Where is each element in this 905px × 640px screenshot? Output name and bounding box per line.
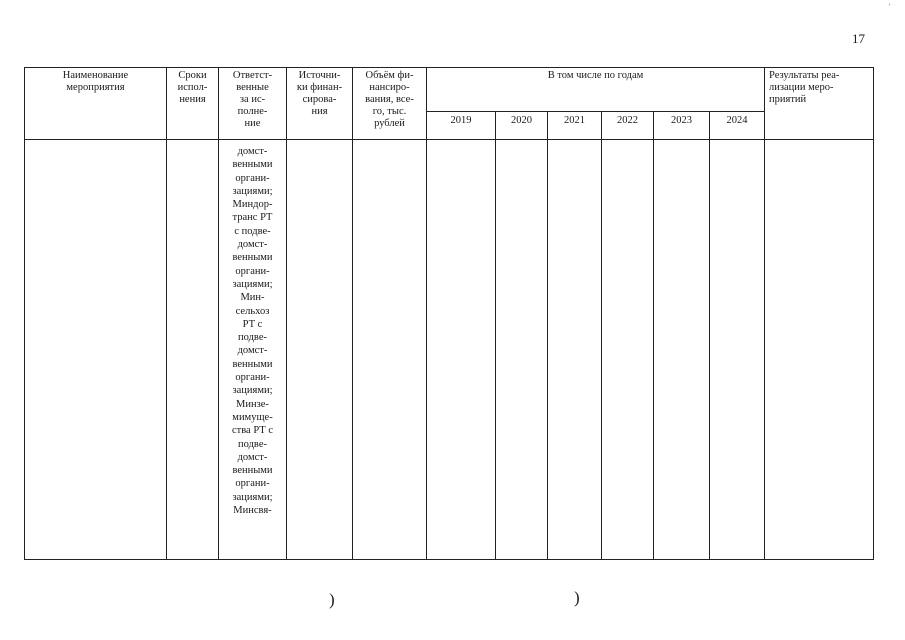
table-row xyxy=(25,140,874,560)
page-number: 17 xyxy=(852,31,865,46)
header-name: Наименование мероприятия xyxy=(25,68,167,140)
header-row xyxy=(25,68,874,112)
scan-speck: ʼ xyxy=(888,2,891,12)
header-year: 2023 xyxy=(654,112,710,140)
header-sources: Источни- ки финан- сирова- ния xyxy=(287,68,353,140)
binding-mark-left: ) xyxy=(329,590,335,609)
cell-terms xyxy=(167,140,219,560)
cell-responsible: домст- венными органи- зациями; Миндор- транс РТ с подве- домст- венными органи- зациями; Мин- сельхоз РТ с подве- домст- венными органи- зациями; Минзе- мимуще- ства РТ с подве- домст- венными органи- зациями; Минсвя- xyxy=(219,140,287,560)
cell-year xyxy=(654,140,710,560)
cell-volume xyxy=(353,140,427,560)
measures-table xyxy=(24,67,874,560)
cell-year xyxy=(427,140,496,560)
cell-year xyxy=(548,140,602,560)
cell-results xyxy=(765,140,874,560)
header-year: 2019 xyxy=(427,112,496,140)
header-responsible: Ответст- венные за ис- полне- ние xyxy=(219,68,287,140)
header-year: 2024 xyxy=(710,112,765,140)
cell-sources xyxy=(287,140,353,560)
header-year: 2021 xyxy=(548,112,602,140)
cell-year xyxy=(602,140,654,560)
binding-mark-right: ) xyxy=(574,588,580,607)
header-volume: Объём фи- нансиро- вания, все- го, тыс. рублей xyxy=(353,68,427,140)
header-by-years: В том числе по годам xyxy=(427,68,765,112)
cell-name xyxy=(25,140,167,560)
cell-year xyxy=(710,140,765,560)
header-terms: Сроки испол- нения xyxy=(167,68,219,140)
header-year: 2022 xyxy=(602,112,654,140)
cell-year xyxy=(496,140,548,560)
header-year: 2020 xyxy=(496,112,548,140)
header-results: Результаты реа- лизации меро- приятий xyxy=(765,68,874,140)
